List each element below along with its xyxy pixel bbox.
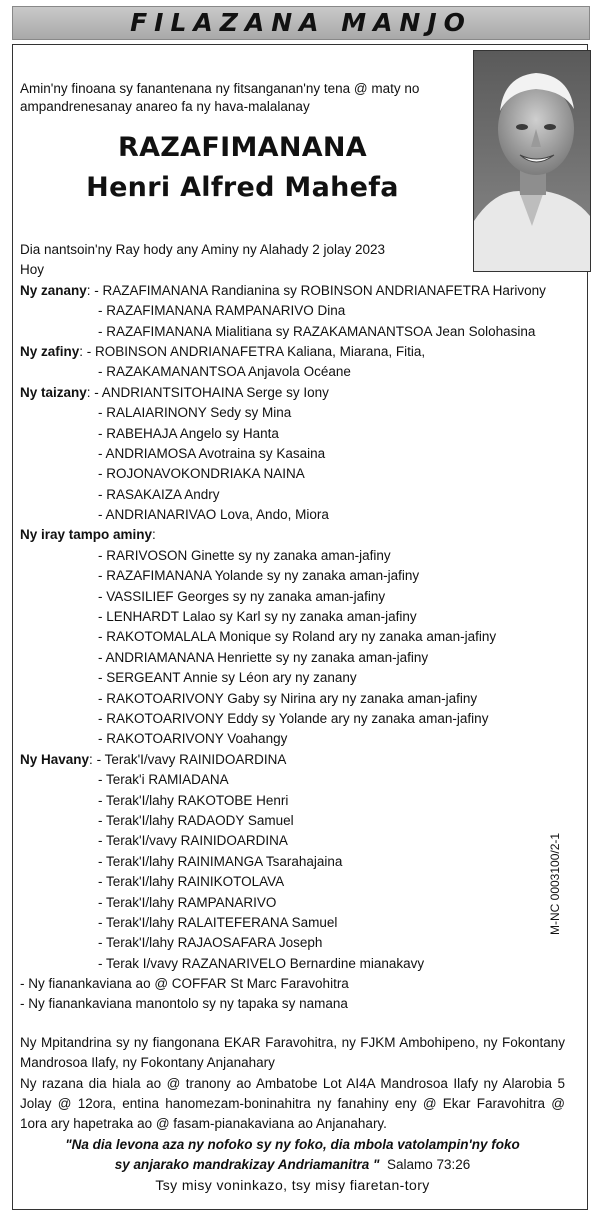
- reference-code: M-NC 0003100/2-1: [548, 832, 562, 935]
- family-member-name: - RALAIARINONY Sedy sy Mina: [98, 405, 292, 421]
- family-member-line: Ny Havany: - Terak'I/vavy RAINIDOARDINA: [20, 751, 287, 767]
- family-member-name: - RAZAFIMANANA RAMPANARIVO Dina: [98, 303, 346, 319]
- family-member-line: [20, 464, 565, 484]
- family-member-name: - RAZAFIMANANA Yolande sy ny zanaka aman-jafiny: [98, 568, 420, 584]
- extra-family-line: - Ny fianankaviana ao @ COFFAR St Marc Faravohitra: [20, 976, 349, 992]
- family-member-name: - ROJONAVOKONDRIAKA NAINA: [98, 466, 305, 482]
- family-member-name: - RAKOTOARIVONY Eddy sy Yolande ary ny zanaka aman-jafiny: [98, 710, 489, 726]
- family-member-name: - Terak'I/lahy RAINIKOTOLAVA: [98, 874, 285, 890]
- family-member-line: [20, 627, 565, 647]
- family-member-line: [20, 770, 565, 790]
- family-member-name: - Terak'I/lahy RAINIMANGA Tsarahajaina: [98, 853, 343, 869]
- funeral-paragraph: Ny razana dia hiala ao @ tranony ao Ambatobe Lot AI4A Mandrosoa Ilafy ny Alarobia 5 Jolay @ 12ora, entina hanomezam-boninahitra ny fanahiny eny @ Ekar Faravohitra @ 1ora ary hapetraka ao @ fasam-pianakaviana ao Anjanahary.: [20, 1075, 565, 1132]
- family-member-name: - Terak I/vavy RAZANARIVELO Bernardine mianakavy: [98, 955, 425, 971]
- family-member-line: [20, 322, 565, 342]
- family-member-line: [20, 893, 565, 913]
- family-member-line: [20, 831, 565, 851]
- family-member-line: [20, 546, 565, 566]
- family-member-name: - ANDRIAMOSA Avotraina sy Kasaina: [98, 445, 326, 461]
- deceased-given-names: Henri Alfred Mahefa: [86, 172, 399, 203]
- family-member-name: - ANDRIANARIVAO Lova, Ando, Miora: [98, 507, 329, 523]
- notice-banner: FILAZANA MANJO: [12, 6, 590, 40]
- family-member-name: - Terak'I/lahy RADAODY Samuel: [98, 812, 294, 828]
- family-member-line: [20, 587, 565, 607]
- family-member-name: - ANDRIANTSITOHAINA Serge sy Iony: [94, 384, 329, 400]
- family-member-name: - RAZAFIMANANA Randianina sy ROBINSON ANDRIANAFETRA Harivony: [94, 282, 546, 298]
- family-group-label: Ny taizany: [20, 384, 87, 400]
- family-member-name: - LENHARDT Lalao sy Karl sy ny zanaka aman-jafiny: [98, 609, 417, 625]
- family-member-line: [20, 444, 565, 464]
- family-member-line: [20, 913, 565, 933]
- family-member-name: - RAZAFIMANANA Mialitiana sy RAZAKAMANANTSOA Jean Solohasina: [98, 323, 536, 339]
- notice-body: [20, 240, 565, 1195]
- family-group-label: Ny iray tampo aminy: [20, 527, 153, 543]
- family-member-name: - RAKOTOARIVONY Gaby sy Nirina ary ny zanaka aman-jafiny: [98, 690, 478, 706]
- family-member-line: [20, 852, 565, 872]
- family-member-name: - RASAKAIZA Andry: [98, 486, 220, 502]
- family-member-line: [20, 362, 565, 382]
- family-member-line: Ny zanany: - RAZAFIMANANA Randianina sy ROBINSON ANDRIANAFETRA Harivony: [20, 282, 546, 298]
- family-member-name: - ROBINSON ANDRIANAFETRA Kaliana, Miarana, Fitia,: [86, 343, 426, 359]
- portrait-photo: [473, 50, 591, 272]
- family-member-line: [20, 566, 565, 586]
- closing-line: Tsy misy voninkazo, tsy misy fiaretan-tory: [155, 1176, 430, 1193]
- church-paragraph: Ny Mpitandrina sy ny fiangonana EKAR Faravohitra, ny FJKM Ambohipeno, ny Fokontany Mandrosoa Ilafy, ny Fokontany Anjanahary: [20, 1034, 565, 1071]
- family-member-name: - RARIVOSON Ginette sy ny zanaka aman-jafiny: [98, 547, 391, 563]
- hoy-label: Hoy: [20, 262, 45, 278]
- family-group-header: Ny iray tampo aminy:: [20, 527, 156, 543]
- family-list: [20, 281, 565, 974]
- family-member-line: [20, 301, 565, 321]
- family-member-name: - RABEHAJA Angelo sy Hanta: [98, 425, 279, 441]
- family-member-line: [20, 648, 565, 668]
- family-member-line: [20, 505, 565, 525]
- family-member-name: - VASSILIEF Georges sy ny zanaka aman-jafiny: [98, 588, 386, 604]
- family-member-name: - ANDRIAMANANA Henriette sy ny zanaka aman-jafiny: [98, 649, 429, 665]
- family-group-label: Ny zafiny: [20, 343, 80, 359]
- family-member-line: [20, 729, 565, 749]
- family-member-line: [20, 791, 565, 811]
- family-member-line: [20, 689, 565, 709]
- family-member-name: - Terak'I/lahy RAMPANARIVO: [98, 894, 277, 910]
- death-notice: Dia nantsoin'ny Ray hody any Aminy ny Alahady 2 jolay 2023: [20, 242, 386, 257]
- extra-family-line: - Ny fianankaviana manontolo sy ny tapaka sy namana: [20, 996, 348, 1012]
- family-member-line: [20, 872, 565, 892]
- intro-text: Amin'ny finoana sy fanantenana ny fitsanganan'ny tena @ maty no ampandrenesanay anareo fa ny hava-malalanay: [20, 81, 420, 114]
- family-member-name: - RAKOTOMALALA Monique sy Roland ary ny zanaka aman-jafiny: [98, 629, 497, 645]
- family-member-line: Ny zafiny: - ROBINSON ANDRIANAFETRA Kaliana, Miarana, Fitia,: [20, 343, 426, 359]
- family-member-line: [20, 424, 565, 444]
- family-member-line: [20, 607, 565, 627]
- family-group-label: Ny zanany: [20, 282, 87, 298]
- quote-line-2: sy anjarako mandrakizay Andriamanitra ": [114, 1156, 380, 1172]
- family-member-name: - RAKOTOARIVONY Voahangy: [98, 731, 288, 747]
- portrait-image: [474, 51, 590, 271]
- deceased-surname: RAZAFIMANANA: [118, 132, 367, 163]
- family-member-line: [20, 485, 565, 505]
- quote-line-1: "Na dia levona aza ny nofoko sy ny foko, dia mbola vatolampin'ny foko: [65, 1136, 520, 1152]
- family-member-name: - Terak'I/lahy RALAITEFERANA Samuel: [98, 914, 338, 930]
- family-member-line: [20, 403, 565, 423]
- family-member-line: Ny taizany: - ANDRIANTSITOHAINA Serge sy Iony: [20, 384, 329, 400]
- family-member-name: - Terak'I/vavy RAINIDOARDINA: [98, 833, 288, 849]
- family-member-line: [20, 709, 565, 729]
- family-member-name: - Terak'i RAMIADANA: [98, 772, 229, 788]
- extra-lines: [20, 974, 565, 1015]
- bible-quote: [20, 1135, 565, 1175]
- family-member-name: - Terak'I/vavy RAINIDOARDINA: [96, 751, 287, 767]
- family-member-name: - SERGEANT Annie sy Léon ary ny zanany: [98, 670, 357, 686]
- family-member-name: - Terak'I/lahy RAJAOSAFARA Joseph: [98, 935, 323, 951]
- family-group-label: Ny Havany: [20, 751, 90, 767]
- family-member-line: [20, 954, 565, 974]
- family-member-line: [20, 933, 565, 953]
- family-member-name: - Terak'I/lahy RAKOTOBE Henri: [98, 792, 289, 808]
- family-member-name: - RAZAKAMANANTSOA Anjavola Océane: [98, 364, 351, 380]
- family-member-line: [20, 668, 565, 688]
- family-member-line: [20, 811, 565, 831]
- quote-reference: Salamo 73:26: [386, 1156, 471, 1172]
